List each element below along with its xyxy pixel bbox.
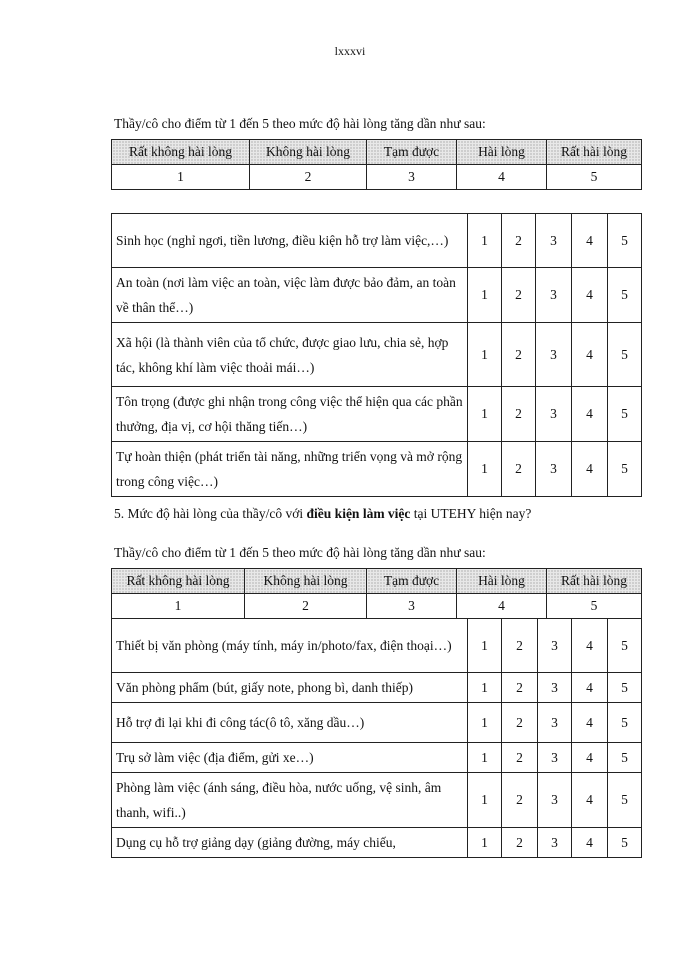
scale-value: 4 bbox=[457, 594, 547, 619]
item-label: Xã hội (là thành viên của tổ chức, được giao lưu, chia sẻ, hợp tác, không khí làm việc thoải mái…) bbox=[112, 323, 468, 387]
rating-option[interactable]: 1 bbox=[468, 442, 502, 497]
rating-option[interactable]: 5 bbox=[608, 743, 642, 773]
scale-label: Rất không hài lòng bbox=[112, 569, 245, 594]
rating-option[interactable]: 4 bbox=[572, 387, 608, 442]
rating-option[interactable]: 5 bbox=[608, 828, 642, 858]
rating-option[interactable]: 1 bbox=[468, 773, 502, 828]
item-label: Tự hoàn thiện (phát triển tài năng, những triển vọng và mở rộng trong công việc…) bbox=[112, 442, 468, 497]
rating-option[interactable]: 4 bbox=[572, 743, 608, 773]
rating-option[interactable]: 3 bbox=[538, 673, 572, 703]
scale-label: Tạm được bbox=[367, 569, 457, 594]
rating-option[interactable]: 5 bbox=[608, 442, 642, 497]
instruction-text-1: Thầy/cô cho điểm từ 1 đến 5 theo mức độ hài lòng tăng dần như sau: bbox=[114, 116, 486, 131]
rating-option[interactable]: 3 bbox=[538, 773, 572, 828]
rating-option[interactable]: 2 bbox=[502, 673, 538, 703]
working-conditions-table bbox=[111, 618, 642, 858]
scale-value: 3 bbox=[367, 594, 457, 619]
scale-value: 2 bbox=[250, 165, 367, 190]
rating-scale-table-2 bbox=[111, 568, 642, 619]
scale-value: 5 bbox=[547, 165, 642, 190]
rating-option[interactable]: 4 bbox=[572, 828, 608, 858]
scale-label: Rất không hài lòng bbox=[112, 140, 250, 165]
rating-option[interactable]: 3 bbox=[538, 703, 572, 743]
question-5-prefix: 5. Mức độ hài lòng của thầy/cô với bbox=[114, 506, 307, 521]
rating-option[interactable]: 1 bbox=[468, 323, 502, 387]
rating-option[interactable]: 1 bbox=[468, 743, 502, 773]
rating-option[interactable]: 5 bbox=[608, 619, 642, 673]
rating-option[interactable]: 3 bbox=[536, 442, 572, 497]
scale-label: Rất hài lòng bbox=[547, 569, 642, 594]
rating-option[interactable]: 2 bbox=[502, 442, 536, 497]
rating-option[interactable]: 2 bbox=[502, 619, 538, 673]
item-label: An toàn (nơi làm việc an toàn, việc làm được bảo đảm, an toàn về thân thể…) bbox=[112, 268, 468, 323]
rating-option[interactable]: 1 bbox=[468, 268, 502, 323]
rating-option[interactable]: 2 bbox=[502, 387, 536, 442]
scale-value: 2 bbox=[245, 594, 367, 619]
rating-option[interactable]: 3 bbox=[536, 323, 572, 387]
item-label: Phòng làm việc (ánh sáng, điều hòa, nước uống, vệ sinh, âm thanh, wifi..) bbox=[112, 773, 468, 828]
rating-option[interactable]: 3 bbox=[538, 828, 572, 858]
rating-option[interactable]: 4 bbox=[572, 619, 608, 673]
rating-option[interactable]: 4 bbox=[572, 214, 608, 268]
rating-option[interactable]: 5 bbox=[608, 673, 642, 703]
rating-option[interactable]: 1 bbox=[468, 673, 502, 703]
rating-option[interactable]: 2 bbox=[502, 323, 536, 387]
scale-value: 4 bbox=[457, 165, 547, 190]
rating-option[interactable]: 4 bbox=[572, 442, 608, 497]
scale-label: Không hài lòng bbox=[250, 140, 367, 165]
rating-option[interactable]: 2 bbox=[502, 743, 538, 773]
rating-option[interactable]: 3 bbox=[536, 214, 572, 268]
question-5-bold: điều kiện làm việc bbox=[306, 506, 411, 521]
rating-option[interactable]: 2 bbox=[502, 214, 536, 268]
rating-option[interactable]: 4 bbox=[572, 323, 608, 387]
rating-option[interactable]: 2 bbox=[502, 703, 538, 743]
rating-option[interactable]: 3 bbox=[536, 268, 572, 323]
scale-value: 5 bbox=[547, 594, 642, 619]
scale-value: 3 bbox=[367, 165, 457, 190]
rating-option[interactable]: 5 bbox=[608, 323, 642, 387]
rating-option[interactable]: 2 bbox=[502, 828, 538, 858]
page-number: lxxxvi bbox=[334, 44, 366, 58]
item-label: Dụng cụ hỗ trợ giảng dạy (giảng đường, máy chiếu, bbox=[112, 828, 468, 858]
rating-option[interactable]: 5 bbox=[608, 214, 642, 268]
rating-option[interactable]: 3 bbox=[536, 387, 572, 442]
item-label: Trụ sở làm việc (địa điểm, gửi xe…) bbox=[112, 743, 468, 773]
rating-option[interactable]: 5 bbox=[608, 773, 642, 828]
rating-option[interactable]: 3 bbox=[538, 743, 572, 773]
instruction-text-2: Thầy/cô cho điểm từ 1 đến 5 theo mức độ hài lòng tăng dần như sau: bbox=[114, 545, 486, 560]
rating-scale-table-1 bbox=[111, 139, 642, 190]
rating-option[interactable]: 3 bbox=[538, 619, 572, 673]
item-label: Hỗ trợ đi lại khi đi công tác(ô tô, xăng dầu…) bbox=[112, 703, 468, 743]
question-5 bbox=[114, 506, 531, 522]
scale-value: 1 bbox=[112, 165, 250, 190]
rating-option[interactable]: 5 bbox=[608, 387, 642, 442]
rating-option[interactable]: 4 bbox=[572, 673, 608, 703]
item-label: Tôn trọng (được ghi nhận trong công việc thể hiện qua các phần thưởng, địa vị, cơ hội thăng tiến…) bbox=[112, 387, 468, 442]
item-label: Văn phòng phẩm (bút, giấy note, phong bì, danh thiếp) bbox=[112, 673, 468, 703]
item-label: Sinh học (nghỉ ngơi, tiền lương, điều kiện hỗ trợ làm việc,…) bbox=[112, 214, 468, 268]
rating-option[interactable]: 1 bbox=[468, 828, 502, 858]
rating-option[interactable]: 1 bbox=[468, 214, 502, 268]
scale-value: 1 bbox=[112, 594, 245, 619]
rating-option[interactable]: 4 bbox=[572, 773, 608, 828]
rating-option[interactable]: 1 bbox=[468, 619, 502, 673]
rating-option[interactable]: 1 bbox=[468, 387, 502, 442]
rating-option[interactable]: 2 bbox=[502, 268, 536, 323]
scale-label: Hài lòng bbox=[457, 140, 547, 165]
scale-label: Rất hài lòng bbox=[547, 140, 642, 165]
rating-option[interactable]: 2 bbox=[502, 773, 538, 828]
rating-option[interactable]: 1 bbox=[468, 703, 502, 743]
scale-label: Hài lòng bbox=[457, 569, 547, 594]
rating-option[interactable]: 4 bbox=[572, 703, 608, 743]
rating-option[interactable]: 5 bbox=[608, 268, 642, 323]
scale-label: Tạm được bbox=[367, 140, 457, 165]
rating-option[interactable]: 4 bbox=[572, 268, 608, 323]
item-label: Thiết bị văn phòng (máy tính, máy in/photo/fax, điện thoại…) bbox=[112, 619, 468, 673]
rating-option[interactable]: 5 bbox=[608, 703, 642, 743]
scale-label: Không hài lòng bbox=[245, 569, 367, 594]
question-5-suffix: tại UTEHY hiện nay? bbox=[410, 506, 532, 521]
needs-rating-table bbox=[111, 213, 642, 497]
